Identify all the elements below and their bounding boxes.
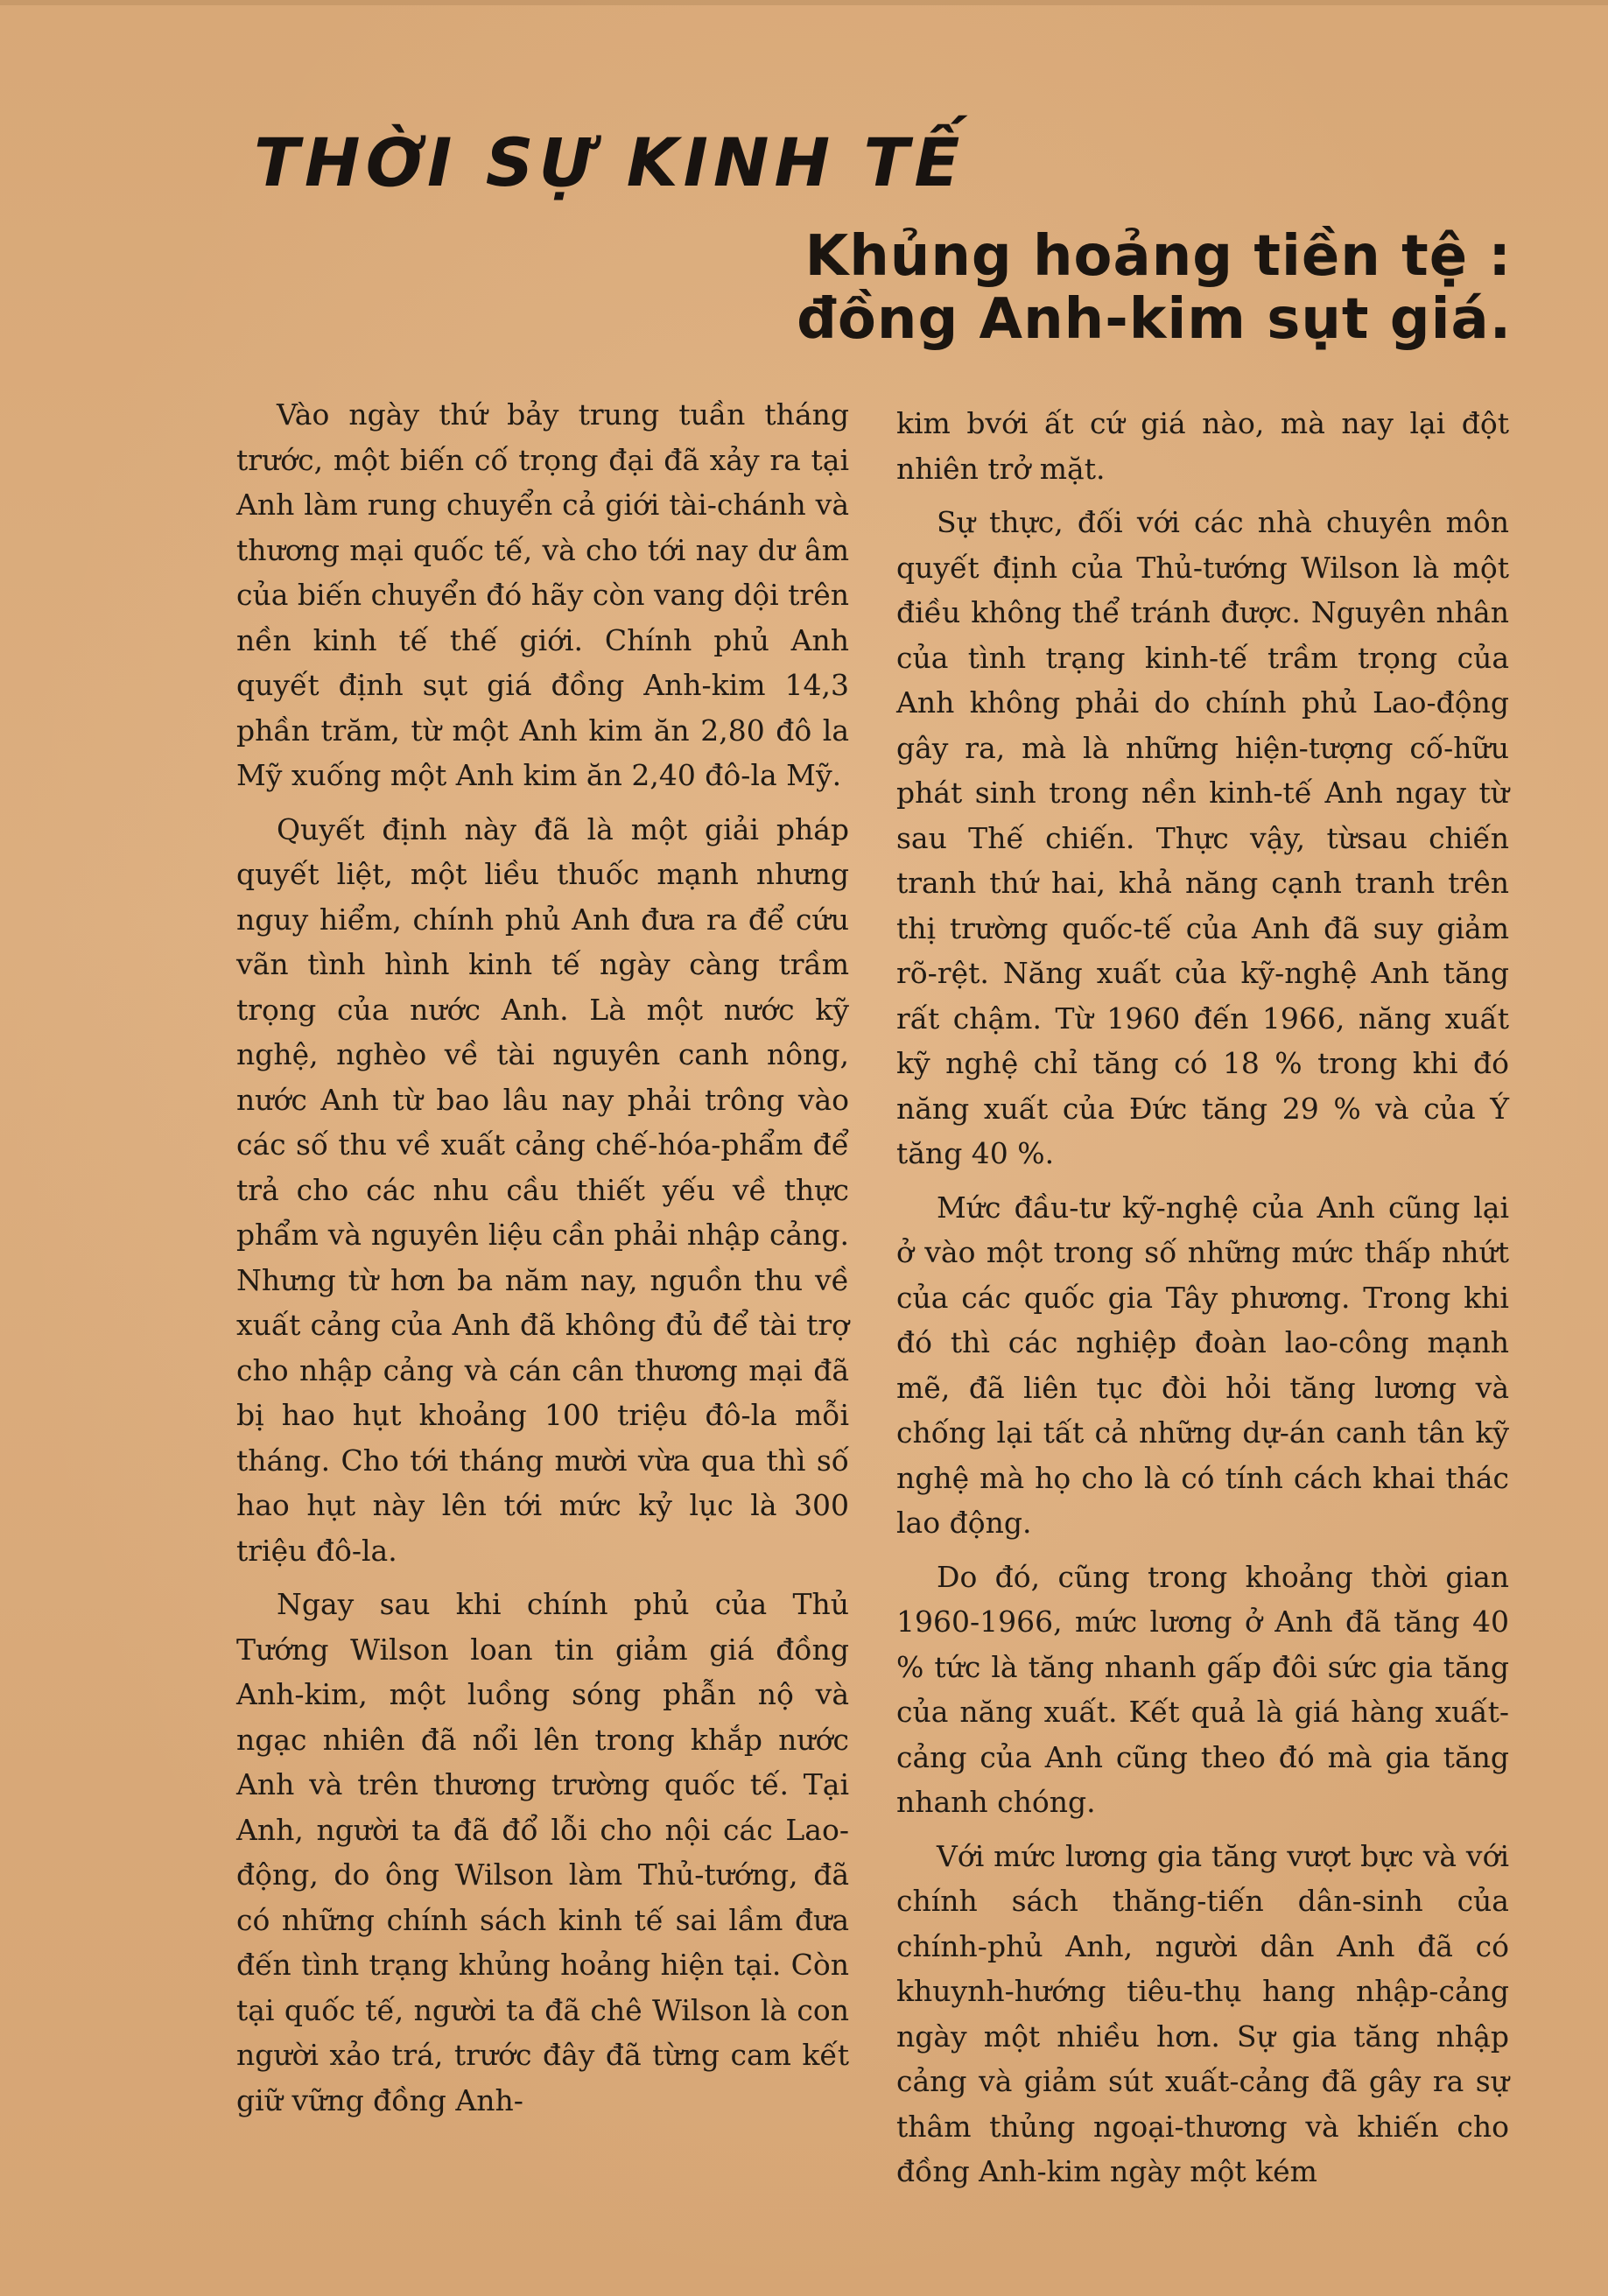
paragraph: Vào ngày thứ bảy trung tuần tháng trước, một biến cố trọng đại đã xảy ra tại Anh làm rung chuyển cả giới tài-chánh và thương mại quốc tế, và cho tới nay dư âm của biến chuyển đó hãy còn vang dội trên nền kinh tế thế giới. Chính phủ Anh quyết định sụt giá đồng Anh-kim 14,3 phần trăm, từ một Anh kim ăn 2,80 đô la Mỹ xuống một Anh kim ăn 2,40 đô-la Mỹ. — [236, 397, 849, 792]
paragraph: Sự thực, đối với các nhà chuyên môn quyết định của Thủ-tướng Wilson là một điều không thể tránh được. Nguyên nhân của tình trạng kinh-tế trầm trọng của Anh không phải do chính phủ Lao-động gây ra, mà là những hiện-tượng cố-hữu phát sinh trong nền kinh-tế Anh ngay từ sau Thế chiến. Thực vậy, từsau chiến tranh thứ hai, khả năng cạnh tranh trên thị trường quốc-tế của Anh đã suy giảm rõ-rệt. Năng xuất của kỹ-nghệ Anh tăng rất chậm. Từ 1960 đến 1966, năng xuất kỹ nghệ chỉ tăng có 18 % trong khi đó năng xuất của Đức tăng 29 % và của Ý tăng 40 %. — [896, 505, 1509, 1170]
paragraph-continued: kim bvới ất cứ giá nào, mà nay lại đột nhiên trở mặt. — [896, 406, 1509, 486]
left-column — [236, 392, 849, 2131]
paragraph: Ngay sau khi chính phủ của Thủ Tướng Wilson loan tin giảm giá đồng Anh-kim, một luồng sóng phẫn nộ và ngạc nhiên đã nổi lên trong khắp nước Anh và trên thương trường quốc tế. Tại Anh, người ta đã đổ lỗi cho nội các Lao-động, do ông Wilson làm Thủ-tướng, đã có những chính sách kinh tế sai lầm đưa đến tình trạng khủng hoảng hiện tại. Còn tại quốc tế, người ta đã chê Wilson là con người xảo trá, trước đây đã từng cam kết giữ vững đồng Anh- — [236, 1587, 849, 2117]
right-column — [896, 401, 1509, 2203]
paragraph: Với mức lương gia tăng vượt bực và với chính sách thăng-tiến dân-sinh của chính-phủ Anh, người dân Anh đã có khuynh-hướng tiêu-thụ hang nhập-cảng ngày một nhiều hơn. Sự gia tăng nhập cảng và giảm sút xuất-cảng đã gây ra sự thâm thủng ngoại-thương và khiến cho đồng Anh-kim ngày một kém — [896, 1838, 1509, 2188]
headline-line-2: đồng Anh-kim sụt giá. — [797, 286, 1512, 352]
article-headline — [797, 226, 1512, 351]
paragraph: Do đó, cũng trong khoảng thời gian 1960-1966, mức lương ở Anh đã tăng 40 % tức là tăng nhanh gấp đôi sức gia tăng của năng xuất. Kết quả là giá hàng xuất-cảng của Anh cũng theo đó mà gia tăng nhanh chóng. — [896, 1559, 1509, 1819]
headline-line-1: Khủng hoảng tiền tệ : — [804, 224, 1512, 289]
paragraph: Mức đầu-tư kỹ-nghệ của Anh cũng lại ở vào một trong số những mức thấp nhứt của các quốc gia Tây phương. Trong khi đó thì các nghiệp đoàn lao-công mạnh mẽ, đã liên tục đòi hỏi tăng lương và chống lại tất cả những dự-án canh tân kỹ nghệ mà họ cho là có tính cách khai thác lao động. — [896, 1190, 1509, 1540]
section-title: THỜI SỰ KINH TẾ — [254, 123, 966, 201]
paragraph: Quyết định này đã là một giải pháp quyết liệt, một liều thuốc mạnh nhưng nguy hiểm, chính phủ Anh đưa ra để cứu vãn tình hình kinh tế ngày càng trầm trọng của nước Anh. Là một nước kỹ nghệ, nghèo về tài nguyên canh nông, nước Anh từ bao lâu nay phải trông vào các số thu về xuất cảng chế-hóa-phẩm để trả cho các nhu cầu thiết yếu về thực phẩm và nguyên liệu cần phải nhập cảng. Nhưng từ hơn ba năm nay, nguồn thu về xuất cảng của Anh đã không đủ để tài trợ cho nhập cảng và cán cân thương mại đã bị hao hụt khoảng 100 triệu đô-la mỗi tháng. Cho tới tháng mười vừa qua thì số hao hụt này lên tới mức kỷ lục là 300 triệu đô-la. — [236, 811, 849, 1568]
